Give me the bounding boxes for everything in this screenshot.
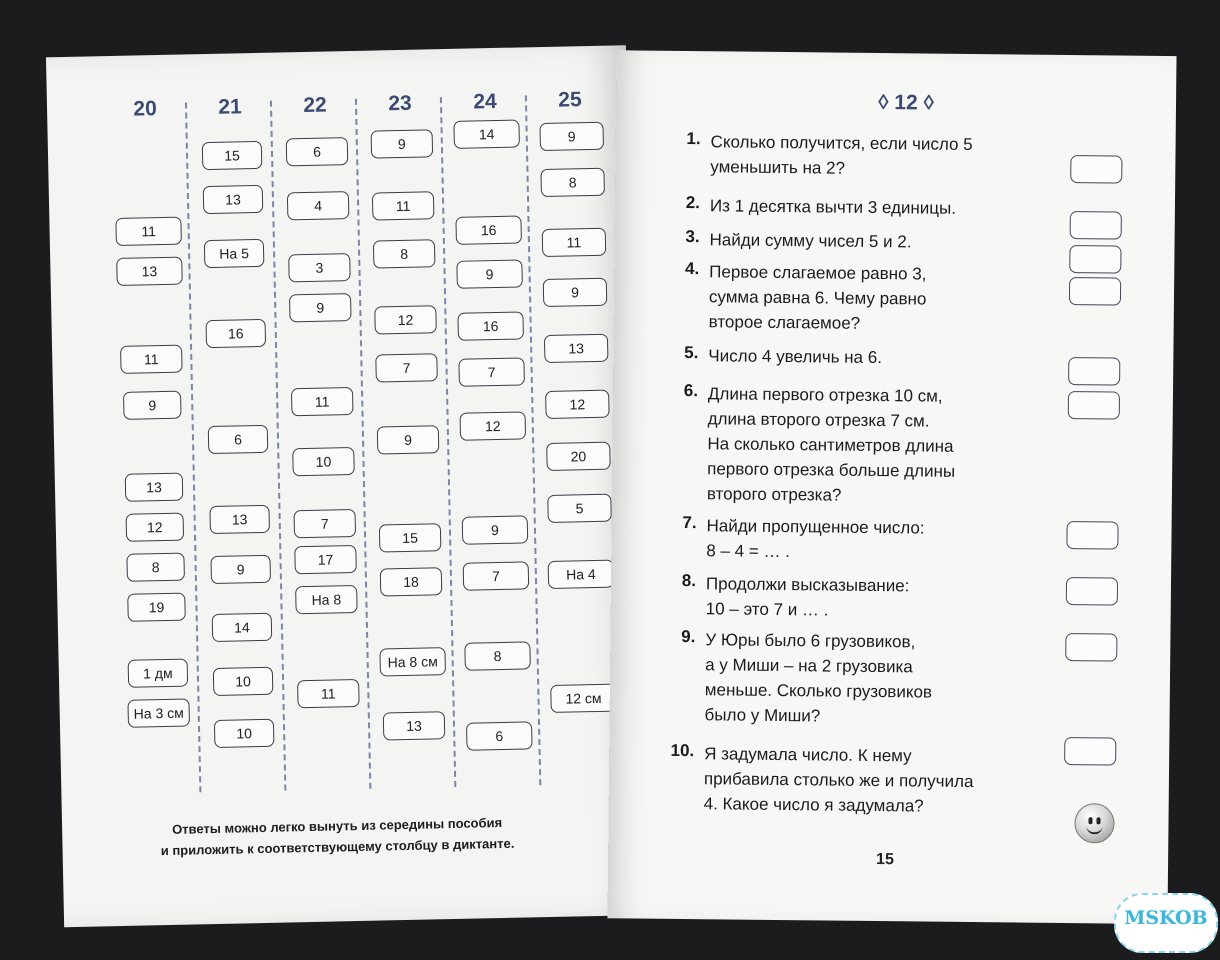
- note-line-2: и приложить к соответствующему столбцу в диктанте.: [160, 835, 515, 859]
- question-text: [710, 193, 1090, 222]
- answer-card: На 5: [204, 239, 265, 268]
- question-line: длина второго отрезка 7 см.: [707, 409, 930, 431]
- question-number: 3.: [685, 226, 700, 247]
- question-text: [704, 627, 1085, 731]
- dictation-heading: ◊ 12 ◊: [878, 91, 935, 115]
- question-item: [658, 342, 1078, 368]
- answer-card: 10: [214, 719, 275, 748]
- answer-card: 20: [546, 442, 611, 471]
- answer-card: 7: [463, 561, 530, 590]
- question-line: У Юры было 6 грузовиков,: [705, 630, 916, 652]
- answer-card: 7: [458, 357, 525, 386]
- question-line: прибавила столько же и получила: [703, 769, 974, 792]
- question-text: [709, 259, 1090, 338]
- answer-card: 4: [287, 191, 350, 220]
- answer-card: 12: [460, 411, 527, 440]
- answer-box[interactable]: [1068, 391, 1120, 420]
- answer-card: 8: [540, 168, 605, 197]
- answer-card: 14: [453, 119, 520, 148]
- answer-card: 16: [206, 319, 267, 348]
- question-number: 8.: [681, 570, 697, 591]
- answer-card: 1 дм: [128, 659, 189, 688]
- question-item: [660, 192, 1080, 218]
- question-text: [706, 513, 1087, 567]
- answer-card: 8: [373, 239, 436, 268]
- answer-card: 15: [202, 141, 263, 170]
- answer-card: 11: [115, 217, 182, 246]
- answer-card: 14: [212, 613, 273, 642]
- answer-card: 10: [213, 667, 274, 696]
- question-text: [704, 741, 1085, 820]
- page-number: 15: [876, 851, 894, 869]
- answer-column-21: [189, 53, 284, 775]
- answer-card: 18: [380, 567, 443, 596]
- answer-card: 12 см: [550, 684, 617, 713]
- question-line: Из 1 десятка вычти 3 единицы.: [709, 196, 957, 218]
- question-number: 7.: [682, 512, 697, 533]
- answer-card: 5: [547, 494, 612, 523]
- smiley-mouth: [1086, 825, 1102, 834]
- answer-card: 12: [545, 390, 610, 419]
- question-line: было у Миши?: [704, 705, 821, 726]
- question-text: [709, 227, 1089, 256]
- question-line: Сколько получится, если число 5: [710, 132, 973, 154]
- question-line: 8 – 4 = … .: [706, 541, 791, 562]
- question-line: 10 – это 7 и … .: [705, 599, 829, 620]
- answer-card: 11: [120, 345, 183, 374]
- question-line: меньше. Сколько грузовиков: [704, 680, 933, 702]
- answer-card: 11: [297, 679, 360, 708]
- question-item: [660, 226, 1080, 252]
- answer-card: 17: [294, 545, 357, 574]
- question-text: [710, 129, 1091, 183]
- question-text: [708, 343, 1088, 372]
- column-number: 23: [388, 91, 412, 116]
- question-number: 10.: [670, 740, 695, 761]
- answer-card: 9: [377, 425, 440, 454]
- answer-card: 11: [542, 228, 607, 257]
- answer-card: 8: [126, 553, 185, 582]
- question-text: [706, 571, 1087, 625]
- column-number: 25: [558, 88, 582, 112]
- question-item: [658, 380, 1078, 505]
- answer-card: 7: [375, 353, 438, 382]
- question-line: второго отрезка?: [706, 484, 842, 505]
- answer-card: 13: [383, 711, 446, 740]
- answer-card: 8: [464, 641, 531, 670]
- answer-card: 9: [456, 259, 523, 288]
- answer-card: 6: [286, 137, 349, 166]
- answer-column-22: [274, 51, 369, 773]
- dictation-page: [607, 50, 1176, 924]
- answer-card: 11: [372, 191, 435, 220]
- answer-card: 13: [209, 505, 270, 534]
- answer-card: 9: [289, 293, 352, 322]
- answer-card: 9: [210, 555, 271, 584]
- answer-card: 9: [543, 278, 608, 307]
- answer-column-24: [444, 47, 539, 769]
- answer-box[interactable]: [1065, 633, 1117, 662]
- question-item: [656, 626, 1076, 726]
- question-item: [659, 258, 1079, 333]
- smiley-face-icon: [1074, 803, 1114, 843]
- answer-card: На 8 см: [379, 647, 446, 676]
- answer-strips-page: [46, 45, 644, 927]
- question-line: Первое слагаемое равно 3,: [709, 262, 927, 284]
- question-line: Найди сумму чисел 5 и 2.: [709, 230, 912, 252]
- question-item: [656, 570, 1076, 620]
- answer-box[interactable]: [1068, 357, 1120, 386]
- answer-column-20: [104, 54, 199, 776]
- answer-card: 16: [455, 215, 522, 244]
- answer-card: 11: [291, 387, 354, 416]
- answer-card: 13: [125, 473, 184, 502]
- answer-card: На 3 см: [127, 699, 190, 728]
- answer-card: 9: [539, 122, 604, 151]
- answer-box[interactable]: [1064, 737, 1116, 766]
- column-number: 22: [303, 93, 327, 118]
- question-line: Найди пропущенное число:: [706, 516, 925, 538]
- instruction-note: [122, 811, 553, 862]
- answer-box[interactable]: [1066, 577, 1118, 606]
- question-line: Я задумала число. К нему: [704, 744, 912, 766]
- question-line: Продолжи высказывание:: [705, 574, 910, 596]
- question-number: 5.: [684, 342, 699, 363]
- column-number: 20: [133, 97, 157, 121]
- answer-card: 9: [462, 515, 529, 544]
- answer-column-23: [359, 49, 454, 771]
- question-number: 9.: [681, 626, 696, 647]
- answer-card: На 8: [295, 585, 358, 614]
- answer-card: 13: [544, 334, 609, 363]
- answer-card: 3: [288, 253, 351, 282]
- column-number: 21: [218, 95, 242, 119]
- answer-card: 12: [126, 513, 185, 542]
- answer-card: 13: [116, 257, 183, 286]
- watermark-text: MSKOB: [1124, 907, 1208, 929]
- question-line: Число 4 увеличь на 6.: [708, 346, 883, 368]
- answer-card: 9: [371, 129, 434, 158]
- question-line: а у Миши – на 2 грузовика: [705, 655, 913, 677]
- question-line: второе слагаемое?: [708, 312, 861, 333]
- question-text: [707, 381, 1088, 510]
- answer-card: 7: [294, 509, 357, 538]
- question-line: 4. Какое число я задумала?: [703, 794, 924, 816]
- smiley-eye: [1088, 817, 1092, 824]
- question-item: [657, 512, 1077, 562]
- answer-card: 13: [203, 185, 264, 214]
- answer-card: 6: [466, 721, 533, 750]
- watermark-logo: [1114, 893, 1218, 953]
- answer-card: 6: [208, 425, 269, 454]
- question-line: Длина первого отрезка 10 см,: [707, 384, 943, 406]
- question-number: 2.: [685, 192, 701, 213]
- smiley-eye: [1096, 817, 1100, 824]
- question-item: [661, 129, 1081, 178]
- answer-box[interactable]: [1070, 155, 1122, 184]
- question-line: На сколько сантиметров длина: [707, 434, 954, 456]
- answer-card: 9: [123, 391, 182, 420]
- question-line: сумма равна 6. Чему равно: [708, 287, 927, 309]
- note-line-1: Ответы можно легко вынуть из середины пособия: [171, 814, 503, 837]
- question-number: 6.: [683, 380, 699, 401]
- answer-card: 19: [127, 593, 186, 622]
- question-number: 1.: [686, 129, 701, 149]
- answer-card: 16: [457, 311, 524, 340]
- question-number: 4.: [684, 258, 700, 279]
- column-number: 24: [473, 89, 497, 114]
- answer-card: На 4: [548, 560, 615, 589]
- answer-box[interactable]: [1069, 277, 1121, 306]
- answer-box[interactable]: [1066, 521, 1118, 550]
- answer-columns: [46, 45, 626, 745]
- question-line: уменьшить на 2?: [710, 157, 846, 178]
- question-line: первого отрезка больше длины: [707, 459, 956, 481]
- question-item: [654, 740, 1074, 816]
- answer-card: 12: [374, 305, 437, 334]
- answer-card: 10: [292, 447, 355, 476]
- answer-card: 15: [379, 523, 442, 552]
